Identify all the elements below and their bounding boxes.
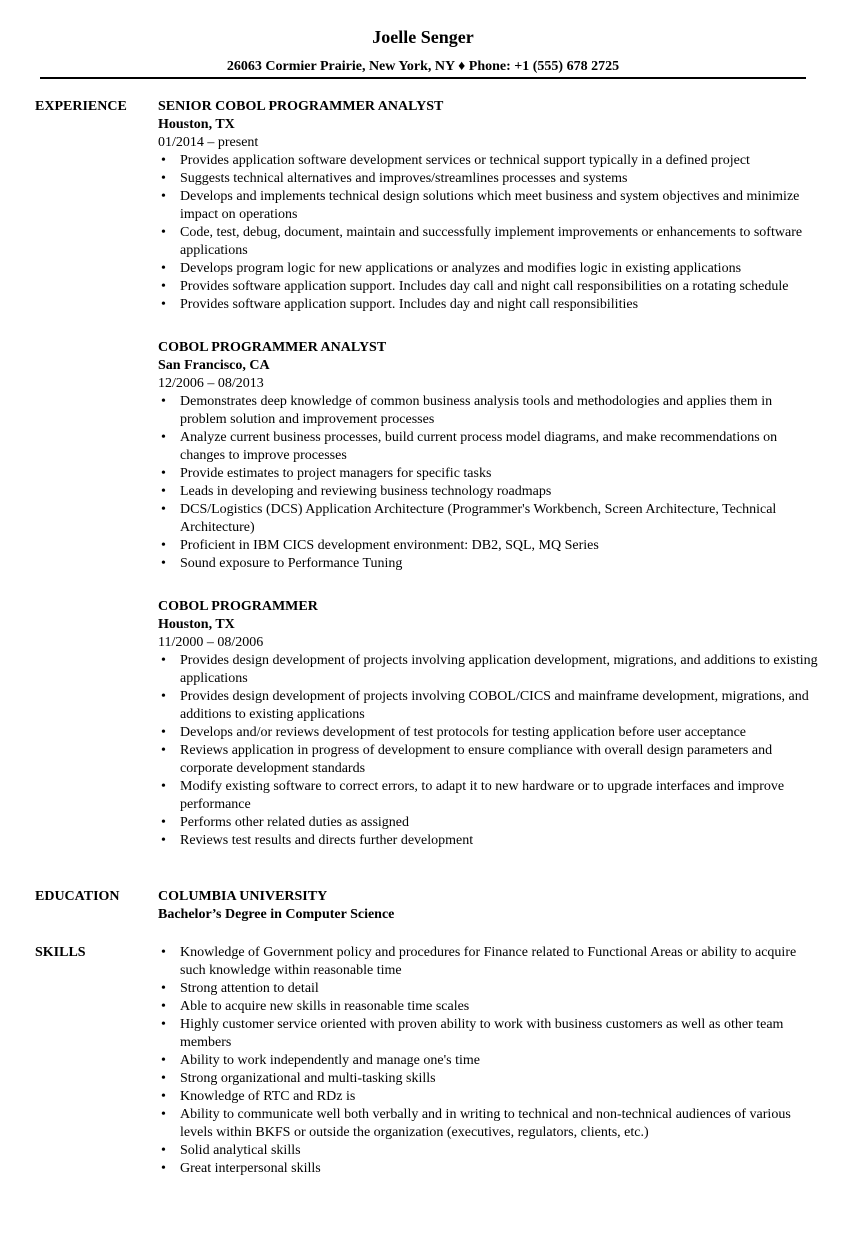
list-item xyxy=(158,152,818,170)
bullet-text: Provides design development of projects involving COBOL/CICS and mainframe development, migrations, and additions to existing applications xyxy=(180,689,809,722)
job-entry xyxy=(158,98,818,314)
bullet-text: Develops and implements technical design solutions which meet business and system objectives and minimize impact on operations xyxy=(180,189,800,222)
list-item xyxy=(158,778,818,814)
bullet-text: Leads in developing and reviewing business technology roadmaps xyxy=(180,484,552,499)
bullet-icon: • xyxy=(161,279,166,294)
job-bullet-list xyxy=(158,393,818,573)
bullet-icon: • xyxy=(161,725,166,740)
section-label-education: EDUCATION xyxy=(35,889,120,904)
bullet-text: Proficient in IBM CICS development environment: DB2, SQL, MQ Series xyxy=(180,538,599,553)
bullet-icon: • xyxy=(161,999,166,1014)
contact-line: 26063 Cormier Prairie, New York, NY ♦ Phone: +1 (555) 678 2725 xyxy=(226,59,620,74)
list-item xyxy=(158,296,818,314)
skill-text: Strong attention to detail xyxy=(180,981,319,996)
skill-text: Solid analytical skills xyxy=(180,1143,301,1158)
list-item xyxy=(158,1070,818,1088)
bullet-text: Modify existing software to correct errors, to adapt it to new hardware or to upgrade interfaces and improve performance xyxy=(180,779,785,812)
list-item xyxy=(158,814,818,832)
bullet-text: Provide estimates to project managers for specific tasks xyxy=(180,466,492,481)
bullet-text: Provides software application support. Includes day call and night call responsibilities on a rotating schedule xyxy=(180,279,789,294)
bullet-icon: • xyxy=(161,171,166,186)
bullet-text: Provides application software development services or technical support typically in a defined project xyxy=(180,153,750,168)
bullet-icon: • xyxy=(161,297,166,312)
list-item xyxy=(158,724,818,742)
degree: Bachelor’s Degree in Computer Science xyxy=(158,907,395,922)
bullet-icon: • xyxy=(161,225,166,240)
list-item xyxy=(158,278,818,296)
job-bullet-list xyxy=(158,652,818,850)
list-item xyxy=(158,998,818,1016)
list-item xyxy=(158,555,818,573)
education-body xyxy=(158,888,818,924)
job-dates: 01/2014 – present xyxy=(158,135,259,150)
list-item xyxy=(158,483,818,501)
bullet-text: Analyze current business processes, build current process model diagrams, and make recommendations on changes to improve processes xyxy=(180,430,778,463)
bullet-icon: • xyxy=(161,1107,166,1122)
bullet-icon: • xyxy=(161,189,166,204)
bullet-icon: • xyxy=(161,945,166,960)
bullet-icon: • xyxy=(161,153,166,168)
bullet-icon: • xyxy=(161,981,166,996)
list-item xyxy=(158,742,818,778)
bullet-icon: • xyxy=(161,1071,166,1086)
header-divider xyxy=(40,77,806,79)
bullet-icon: • xyxy=(161,1089,166,1104)
list-item xyxy=(158,188,818,224)
list-item xyxy=(158,393,818,429)
job-entry xyxy=(158,339,818,573)
job-dates: 11/2000 – 08/2006 xyxy=(158,635,264,650)
bullet-icon: • xyxy=(161,430,166,445)
bullet-icon: • xyxy=(161,1143,166,1158)
list-item xyxy=(158,1088,818,1106)
bullet-icon: • xyxy=(161,1017,166,1032)
skill-text: Highly customer service oriented with proven ability to work with business customers as well as other team members xyxy=(180,1017,784,1050)
list-item xyxy=(158,1160,818,1178)
list-item xyxy=(158,688,818,724)
list-item xyxy=(158,944,818,980)
bullet-icon: • xyxy=(161,261,166,276)
bullet-text: Develops program logic for new applications or analyzes and modifies logic in existing applications xyxy=(180,261,742,276)
bullet-text: Develops and/or reviews development of test protocols for testing application before user acceptance xyxy=(180,725,747,740)
bullet-text: Provides design development of projects involving application development, migrations, and additions to existing applications xyxy=(180,653,818,686)
bullet-icon: • xyxy=(161,1161,166,1176)
skill-text: Knowledge of Government policy and procedures for Finance related to Functional Areas or ability to acquire such knowledge within reasonable time xyxy=(180,945,797,978)
skill-text: Able to acquire new skills in reasonable time scales xyxy=(180,999,470,1014)
job-location: Houston, TX xyxy=(158,617,235,632)
list-item xyxy=(158,1016,818,1052)
experience-body xyxy=(158,98,818,850)
section-label-experience: EXPERIENCE xyxy=(35,99,127,114)
bullet-text: Suggests technical alternatives and improves/streamlines processes and systems xyxy=(180,171,628,186)
skill-text: Strong organizational and multi-tasking skills xyxy=(180,1071,436,1086)
bullet-text: Provides software application support. Includes day and night call responsibilities xyxy=(180,297,639,312)
skills-body xyxy=(158,944,818,1178)
list-item xyxy=(158,465,818,483)
list-item xyxy=(158,170,818,188)
bullet-icon: • xyxy=(161,689,166,704)
list-item xyxy=(158,501,818,537)
bullet-icon: • xyxy=(161,538,166,553)
list-item xyxy=(158,832,818,850)
list-item xyxy=(158,652,818,688)
bullet-icon: • xyxy=(161,502,166,517)
bullet-text: Reviews test results and directs further development xyxy=(180,833,474,848)
school-name: COLUMBIA UNIVERSITY xyxy=(158,889,328,904)
job-dates: 12/2006 – 08/2013 xyxy=(158,376,264,391)
list-item xyxy=(158,1052,818,1070)
list-item xyxy=(158,429,818,465)
bullet-icon: • xyxy=(161,743,166,758)
bullet-text: Reviews application in progress of development to ensure compliance with overall design parameters and corporate development standards xyxy=(180,743,773,776)
bullet-text: Code, test, debug, document, maintain and successfully implement improvements or enhancements to software applications xyxy=(180,225,803,258)
list-item xyxy=(158,1142,818,1160)
bullet-icon: • xyxy=(161,833,166,848)
list-item xyxy=(158,260,818,278)
skills-list xyxy=(158,944,818,1178)
job-title: SENIOR COBOL PROGRAMMER ANALYST xyxy=(158,99,444,114)
bullet-text: DCS/Logistics (DCS) Application Architecture (Programmer's Workbench, Screen Architecture, Technical Architecture) xyxy=(180,502,777,535)
job-title: COBOL PROGRAMMER xyxy=(158,599,318,614)
list-item xyxy=(158,1106,818,1142)
list-item xyxy=(158,224,818,260)
bullet-icon: • xyxy=(161,779,166,794)
bullet-text: Demonstrates deep knowledge of common business analysis tools and methodologies and applies them in problem solution and improvement processes xyxy=(180,394,773,427)
job-entry xyxy=(158,598,818,850)
bullet-icon: • xyxy=(161,556,166,571)
bullet-icon: • xyxy=(161,484,166,499)
bullet-icon: • xyxy=(161,466,166,481)
skill-text: Ability to work independently and manage one's time xyxy=(180,1053,480,1068)
job-location: San Francisco, CA xyxy=(158,358,270,373)
list-item xyxy=(158,537,818,555)
skill-text: Great interpersonal skills xyxy=(180,1161,321,1176)
bullet-icon: • xyxy=(161,394,166,409)
bullet-text: Performs other related duties as assigned xyxy=(180,815,409,830)
bullet-icon: • xyxy=(161,815,166,830)
candidate-name: Joelle Senger xyxy=(372,27,474,47)
skill-text: Ability to communicate well both verbally and in writing to technical and non-technical audiences of various levels within BKFS or outside the organization (executives, regulators, clients, etc.) xyxy=(180,1107,791,1140)
bullet-icon: • xyxy=(161,1053,166,1068)
job-location: Houston, TX xyxy=(158,117,235,132)
job-title: COBOL PROGRAMMER ANALYST xyxy=(158,340,387,355)
bullet-text: Sound exposure to Performance Tuning xyxy=(180,556,403,571)
job-bullet-list xyxy=(158,152,818,314)
list-item xyxy=(158,980,818,998)
skill-text: Knowledge of RTC and RDz is xyxy=(180,1089,356,1104)
bullet-icon: • xyxy=(161,653,166,668)
section-label-skills: SKILLS xyxy=(35,945,86,960)
